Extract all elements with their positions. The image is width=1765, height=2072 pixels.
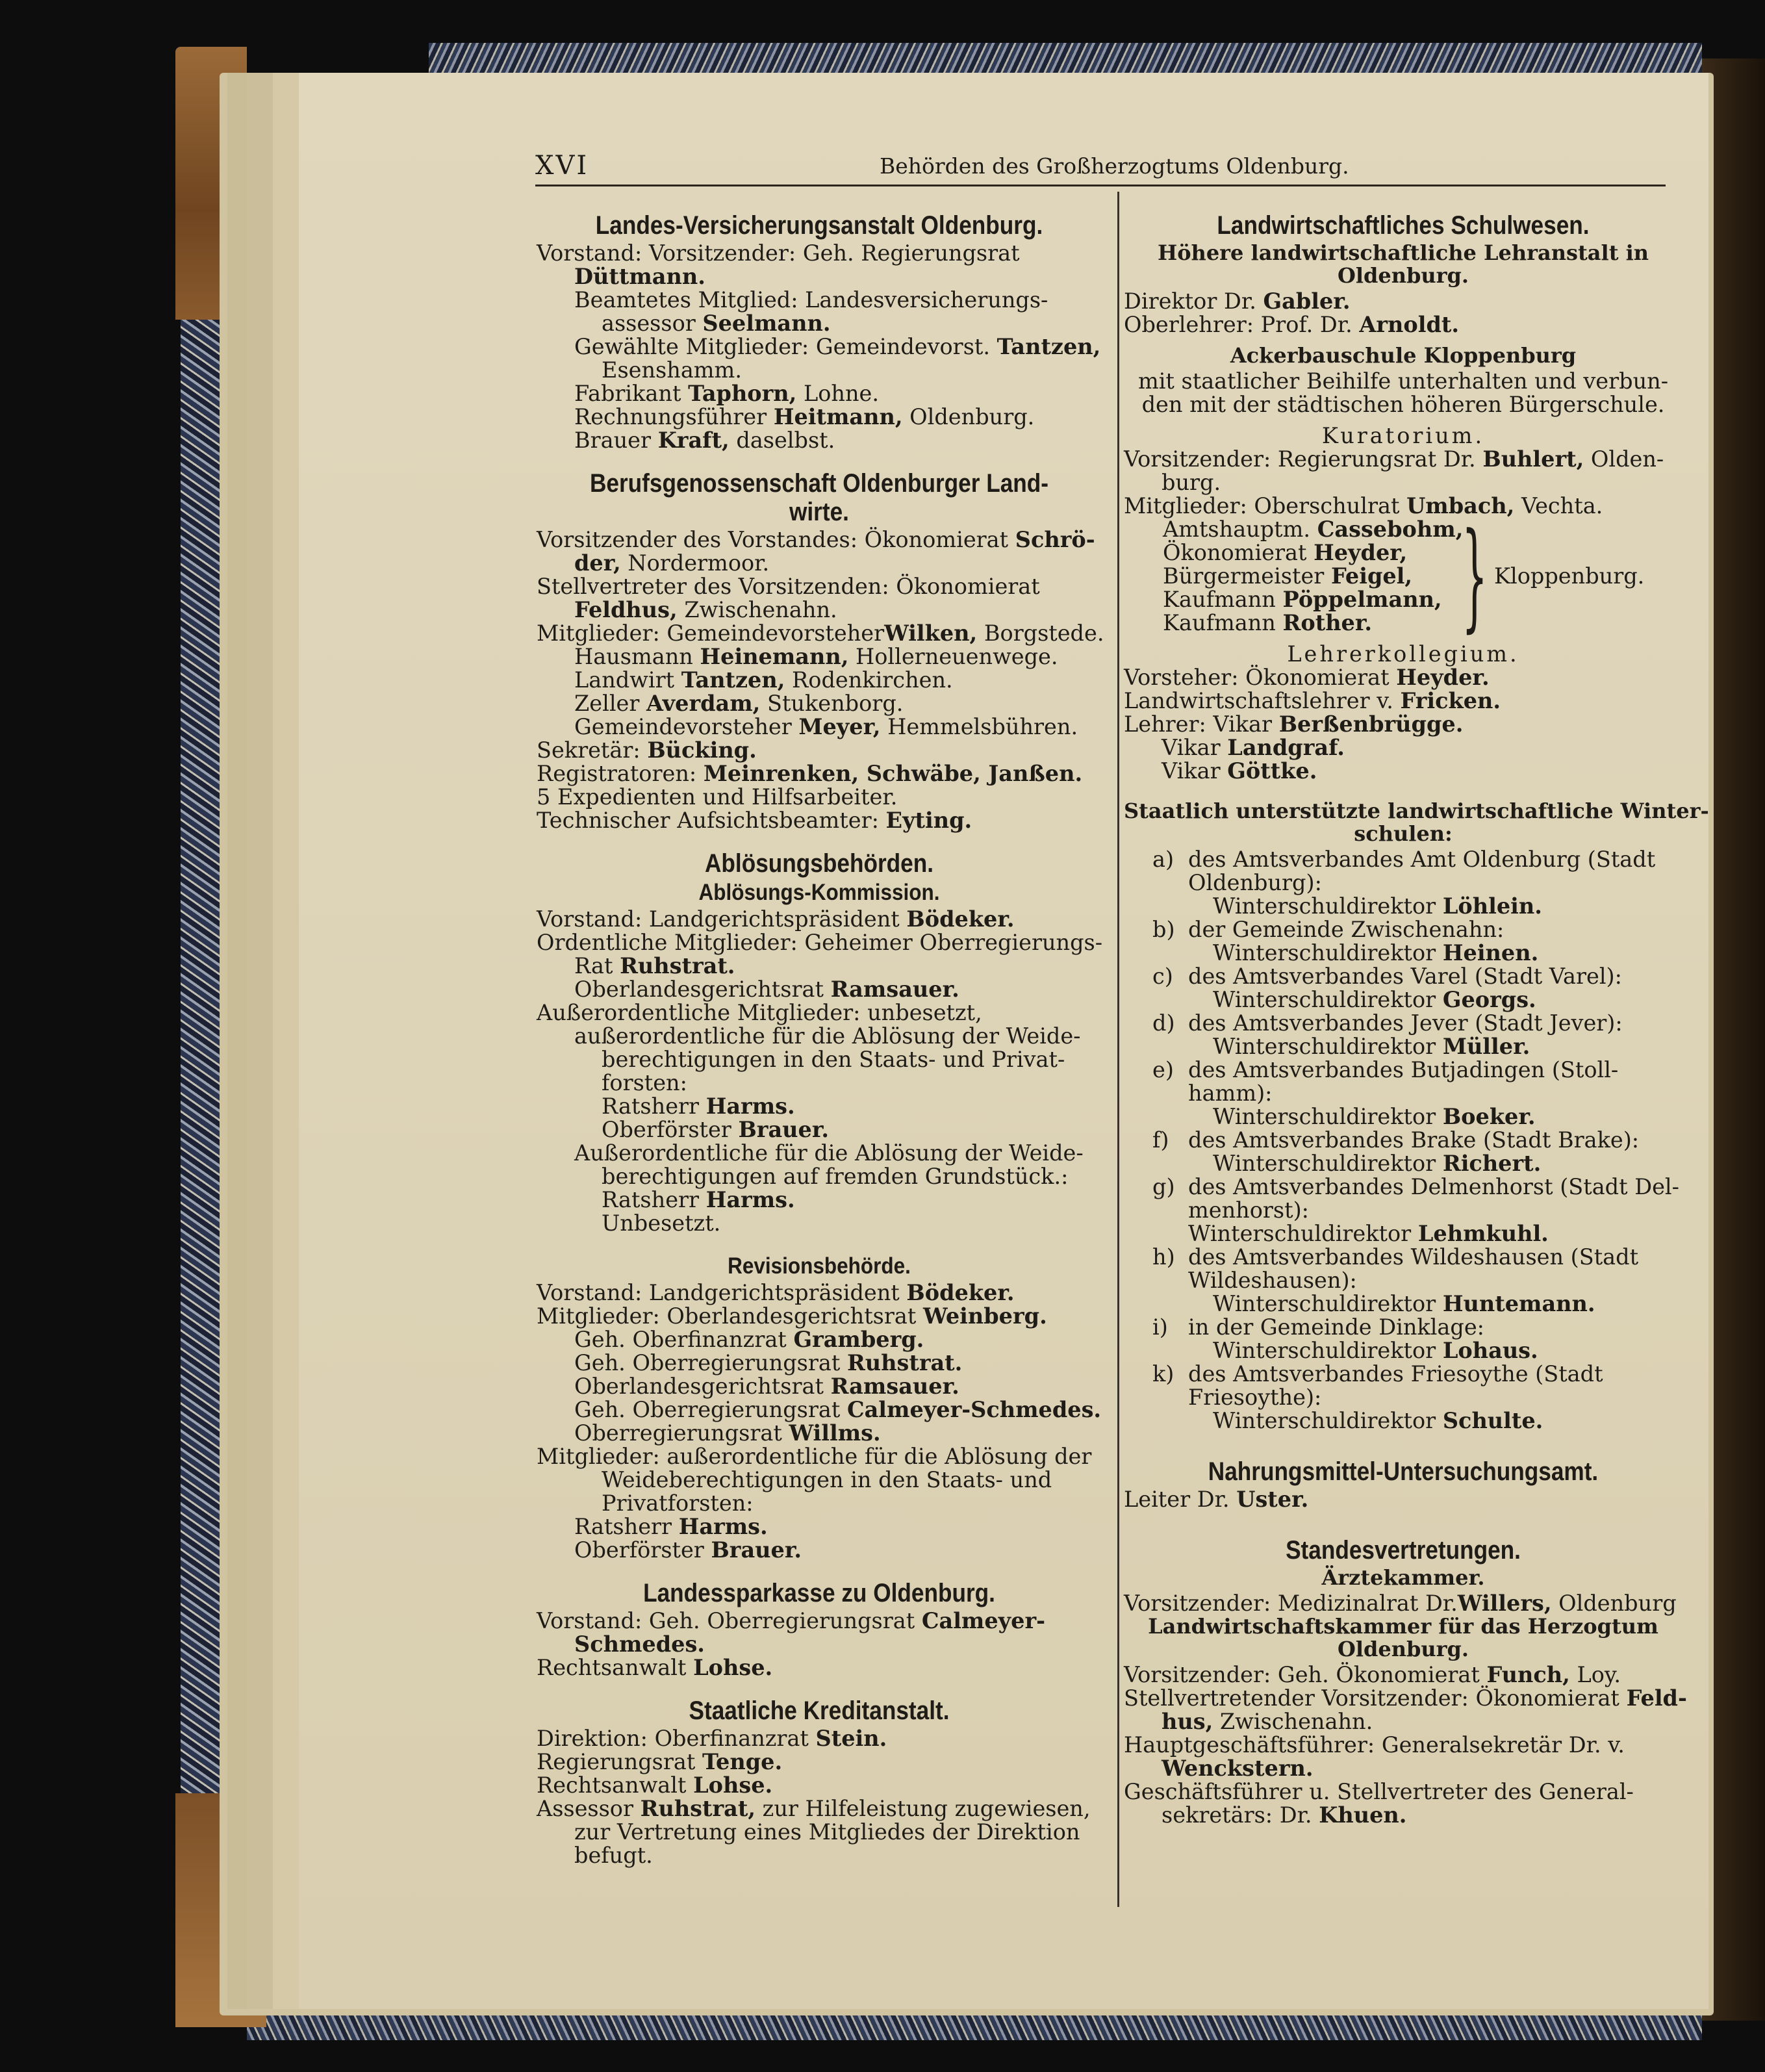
list-item: e) des Amtsverbandes Butjadingen (Stoll-	[1152, 1057, 1619, 1082]
subsection-title: Ackerbauschule Kloppenburg	[1230, 343, 1577, 368]
text-line: Lehrer: Vikar Berßenbrügge.	[1124, 711, 1464, 737]
kuratorium-members-group	[1124, 508, 1682, 644]
text-line: Rechnungsführer Heitmann, Oldenburg.	[574, 404, 1035, 429]
left-column	[537, 211, 1102, 1867]
text-line: Schmedes.	[574, 1631, 705, 1657]
text-line: menhorst):	[1188, 1197, 1309, 1223]
text-line: hus, Zwischenahn.	[1162, 1709, 1373, 1734]
text-line: Oberlandesgerichtsrat Ramsauer.	[574, 1374, 959, 1399]
text-line: Oberregierungsrat Willms.	[574, 1420, 881, 1446]
text-line: der, Nordermoor.	[574, 550, 770, 576]
text-line: Außerordentliche Mitglieder: unbesetzt,	[537, 1000, 982, 1025]
text-line: Vorstand: Geh. Oberregierungsrat Calmeyer-	[537, 1608, 1046, 1633]
text-line: Fabrikant Taphorn, Lohne.	[574, 381, 880, 406]
text-line: Direktion: Oberfinanzrat Stein.	[537, 1726, 887, 1751]
text-line: Geschäftsführer u. Stellvertreter des General-	[1124, 1779, 1634, 1804]
text-line: Winterschuldirektor Lohaus.	[1213, 1338, 1538, 1363]
text-line: Esenshamm.	[602, 357, 742, 383]
text-line: Hausmann Heinemann, Hollerneuenwege.	[574, 644, 1058, 669]
section-title: Nahrungsmittel-Untersuchungsamt.	[1208, 1457, 1599, 1486]
list-item: b) der Gemeinde Zwischenahn:	[1152, 917, 1505, 942]
list-item: c) des Amtsverbandes Varel (Stadt Varel):	[1152, 964, 1622, 989]
text-line: Ordentliche Mitglieder: Geheimer Oberregierungs-	[537, 930, 1103, 955]
running-title: Behörden des Großherzogtums Oldenburg.	[880, 153, 1349, 179]
list-item: k) des Amtsverbandes Friesoythe (Stadt	[1152, 1361, 1603, 1387]
text-line: Oldenburg):	[1188, 870, 1322, 895]
text-line: Stellvertreter des Vorsitzenden: Ökonomierat	[537, 574, 1040, 599]
text-line: Ratsherr Harms.	[602, 1187, 795, 1212]
text-line: Unbesetzt.	[602, 1210, 721, 1236]
text-line: befugt.	[574, 1843, 653, 1868]
text-line: Assessor Ruhstrat, zur Hilfeleistung zugewiesen,	[537, 1796, 1091, 1821]
text-line: Amtshauptm. Cassebohm,	[1163, 517, 1464, 542]
text-line: Vorstand: Landgerichtspräsident Bödeker.	[537, 906, 1015, 932]
text-line: Brauer Kraft, daselbst.	[574, 428, 835, 453]
text-line: Lehrerkollegium.	[1287, 641, 1519, 667]
text-line: Rat Ruhstrat.	[574, 953, 735, 978]
section-title: Staatliche Kreditanstalt.	[689, 1696, 950, 1725]
page-header	[535, 151, 1666, 186]
text-line: Winterschuldirektor Huntemann.	[1213, 1291, 1595, 1316]
text-line: burg.	[1162, 470, 1221, 495]
text-line: Stellvertretender Vorsitzender: Ökonomierat Feld-	[1124, 1685, 1687, 1711]
section-title: Standesvertretungen.	[1286, 1536, 1521, 1565]
list-item: g) des Amtsverbandes Delmenhorst (Stadt Del-	[1152, 1174, 1679, 1199]
text-line: Gemeindevorsteher Meyer, Hemmelsbühren.	[574, 714, 1078, 739]
text-line: Oberförster Brauer.	[602, 1117, 830, 1142]
text-line: Privatforsten:	[602, 1490, 754, 1516]
list-item: f) des Amtsverbandes Brake (Stadt Brake):	[1152, 1127, 1640, 1153]
text-line: zur Vertretung eines Mitgliedes der Direktion	[574, 1819, 1080, 1845]
text-line: Vikar Landgraf.	[1162, 735, 1345, 760]
text-line: Kuratorium.	[1321, 423, 1485, 448]
text-line: Winterschuldirektor Richert.	[1213, 1151, 1542, 1176]
page-number: XVI	[535, 151, 589, 181]
text-line: Winterschuldirektor Georgs.	[1213, 987, 1536, 1012]
text-line: Vorsitzender: Geh. Ökonomierat Funch, Loy.	[1124, 1662, 1621, 1687]
section-title: Landes-Versicherungsanstalt Oldenburg.	[595, 211, 1043, 240]
subsection-title: Ärztekammer.	[1321, 1565, 1485, 1590]
text-line: Winterschuldirektor Lehmkuhl.	[1188, 1221, 1549, 1246]
section-title: Landwirtschaftliches Schulwesen.	[1217, 211, 1590, 240]
text-line: Bürgermeister Feigel,	[1163, 563, 1413, 589]
text-line: Winterschuldirektor Löhlein.	[1213, 893, 1542, 919]
subsection-title: Landwirtschaftskammer für das Herzogtum Oldenburg.	[1148, 1614, 1658, 1661]
text-line: Winterschuldirektor Heinen.	[1213, 940, 1539, 966]
text-line: Kaufmann Pöppelmann,	[1163, 587, 1442, 612]
text-line: Weideberechtigungen in den Staats- und	[602, 1467, 1052, 1492]
text-line: Vorsitzender: Medizinalrat Dr.Willers, Oldenburg	[1124, 1591, 1677, 1616]
text-line: Feldhus, Zwischenahn.	[574, 597, 837, 622]
text-line: hamm):	[1188, 1081, 1273, 1106]
list-item: i) in der Gemeinde Dinklage:	[1152, 1314, 1484, 1340]
text-line: Vorsitzender des Vorstandes: Ökonomierat Schrö-	[537, 527, 1095, 552]
text-line: Regierungsrat Tenge.	[537, 1749, 783, 1774]
subsection-title: Ablösungs-Kommission.	[698, 880, 940, 905]
text-line: Winterschuldirektor Müller.	[1213, 1034, 1530, 1059]
text-line: Mitglieder: Oberschulrat Umbach, Vechta.	[1124, 493, 1603, 518]
text-line: Wildeshausen):	[1188, 1268, 1357, 1293]
text-line: Vorstand: Vorsitzender: Geh. Regierungsrat	[537, 240, 1020, 266]
text-line: 5 Expedienten und Hilfsarbeiter.	[537, 784, 898, 810]
text-line: Vikar Göttke.	[1162, 758, 1317, 784]
text-line: Rechtsanwalt Lohse.	[537, 1772, 773, 1798]
list-item: a) des Amtsverbandes Amt Oldenburg (Stadt	[1152, 847, 1656, 872]
text-line: Außerordentliche für die Ablösung der Weide-	[574, 1140, 1084, 1166]
text-line: Vorstand: Landgerichtspräsident Bödeker.	[537, 1280, 1015, 1305]
text-line: Vorsteher: Ökonomierat Heyder.	[1124, 665, 1490, 690]
text-line: Zeller Averdam, Stukenborg.	[574, 691, 904, 716]
curly-brace-icon: }	[1462, 508, 1488, 644]
text-line: Ökonomierat Heyder,	[1163, 540, 1408, 565]
group-place: Kloppenburg.	[1494, 563, 1645, 589]
text-line: mit staatlicher Beihilfe unterhalten und verbun-	[1137, 368, 1669, 394]
text-line: Düttmann.	[574, 264, 705, 289]
text-line: Mitglieder: GemeindevorsteherWilken, Borgstede.	[537, 620, 1104, 646]
text-line: Ratsherr Harms.	[574, 1514, 768, 1539]
section-title: Landessparkasse zu Oldenburg.	[643, 1579, 995, 1607]
section-title: Berufsgenossenschaft Oldenburger Land- wirte.	[589, 469, 1049, 526]
text-line: Geh. Oberregierungsrat Ruhstrat.	[574, 1350, 963, 1375]
section-title: Ablösungsbehörden.	[705, 849, 933, 878]
subsection-title: Revisionsbehörde.	[728, 1253, 911, 1279]
text-line: assessor Seelmann.	[602, 311, 831, 336]
text-line: Landwirtschaftslehrer v. Fricken.	[1124, 688, 1501, 713]
text-line: Rechtsanwalt Lohse.	[537, 1655, 773, 1680]
subsection-title: Höhere landwirtschaftliche Lehranstalt in Oldenburg.	[1157, 240, 1649, 288]
column-divider	[1117, 192, 1119, 1907]
text-line: Gewählte Mitglieder: Gemeindevorst. Tantzen,	[574, 334, 1101, 359]
text-line: sekretärs: Dr. Khuen.	[1162, 1802, 1407, 1828]
text-line: Geh. Oberregierungsrat Calmeyer-Schmedes.	[574, 1397, 1102, 1422]
text-line: Vorsitzender: Regierungsrat Dr. Buhlert, Olden-	[1124, 446, 1664, 472]
text-line: Oberförster Brauer.	[574, 1537, 802, 1563]
text-line: Winterschuldirektor Schulte.	[1213, 1408, 1543, 1433]
text-line: Oberlandesgerichtsrat Ramsauer.	[574, 977, 959, 1002]
text-line: Registratoren: Meinrenken, Schwäbe, Janßen.	[537, 761, 1083, 786]
text-line: Kaufmann Rother.	[1163, 610, 1373, 635]
text-line: berechtigungen in den Staats- und Privat-	[602, 1047, 1065, 1072]
text-line: Sekretär: Bücking.	[537, 737, 757, 763]
text-line: Oberlehrer: Prof. Dr. Arnoldt.	[1124, 312, 1460, 337]
text-line: Landwirt Tantzen, Rodenkirchen.	[574, 667, 953, 693]
text-line: Direktor Dr. Gabler.	[1124, 288, 1351, 314]
list-item: d) des Amtsverbandes Jever (Stadt Jever):	[1152, 1010, 1623, 1036]
list-item: h) des Amtsverbandes Wildeshausen (Stadt	[1152, 1244, 1639, 1270]
text-line: Hauptgeschäftsführer: Generalsekretär Dr. v.	[1124, 1732, 1625, 1758]
text-line: Leiter Dr. Uster.	[1124, 1487, 1309, 1512]
text-line: Technischer Aufsichtsbeamter: Eyting.	[537, 808, 972, 833]
text-line: Mitglieder: außerordentliche für die Ablösung der	[537, 1444, 1092, 1469]
text-line: forsten:	[602, 1070, 687, 1095]
text-line: Mitglieder: Oberlandesgerichtsrat Weinberg.	[537, 1303, 1047, 1329]
text-line: Ratsherr Harms.	[602, 1094, 795, 1119]
text-line: außerordentliche für die Ablösung der Weide-	[574, 1023, 1081, 1049]
book-cover-marbled-left	[181, 78, 221, 1949]
right-column	[1124, 211, 1709, 1828]
subsection-title: Staatlich unterstützte landwirtschaftliche Winter- schulen:	[1124, 799, 1709, 846]
text-line: Wenckstern.	[1162, 1756, 1314, 1781]
text-line: Beamtetes Mitglied: Landesversicherungs-	[574, 287, 1048, 313]
text-line: den mit der städtischen höheren Bürgerschule.	[1141, 392, 1665, 417]
text-line: Geh. Oberfinanzrat Gramberg.	[574, 1327, 924, 1352]
text-line: Friesoythe):	[1188, 1385, 1322, 1410]
text-line: Winterschuldirektor Boeker.	[1213, 1104, 1536, 1129]
text-line: berechtigungen auf fremden Grundstück.:	[602, 1164, 1069, 1189]
